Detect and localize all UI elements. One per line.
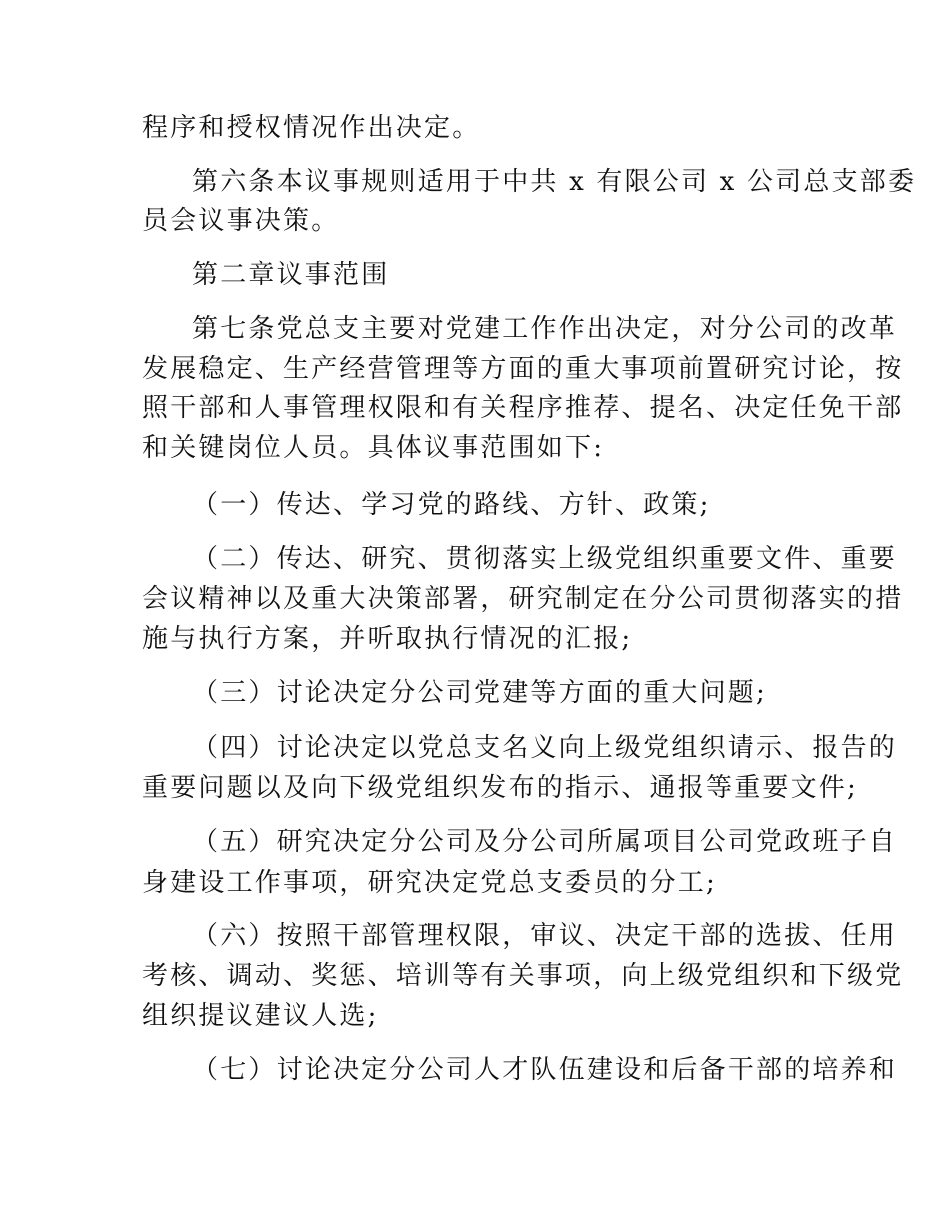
text-line: 考核、调动、奖惩、培训等有关事项，向上级党组织和下级党	[142, 961, 904, 991]
text-line: （二）传达、研究、贯彻落实上级党组织重要文件、重要	[192, 544, 898, 574]
text-line: （六）按照干部管理权限，审议、决定干部的选拔、任用	[192, 921, 898, 951]
text-line: （四）讨论决定以党总支名义向上级党组织请示、报告的	[192, 733, 898, 763]
text-line: 组织提议建议人选;	[142, 1001, 379, 1031]
text-line: 重要问题以及向下级党组织发布的指示、通报等重要文件;	[142, 773, 858, 803]
text-line: 第二章议事范围	[192, 260, 390, 290]
text-line: 和关键岗位人员。具体议事范围如下:	[142, 433, 605, 463]
text-line: 照干部和人事管理权限和有关程序推荐、提名、决定任免干部	[142, 393, 904, 423]
text-line: 发展稳定、生产经营管理等方面的重大事项前置研究讨论，按	[142, 354, 904, 384]
text-line: （五）研究决定分公司及分公司所属项目公司党政班子自	[192, 827, 898, 857]
text-line: （七）讨论决定分公司人才队伍建设和后备干部的培养和	[192, 1055, 898, 1085]
text-line: 身建设工作事项，研究决定党总支委员的分工;	[142, 868, 717, 898]
text-line: 程序和授权情况作出决定。	[142, 113, 481, 143]
text-line: （三）讨论决定分公司党建等方面的重大问题;	[192, 678, 767, 708]
text-line: 会议精神以及重大决策部署，研究制定在分公司贯彻落实的措	[142, 584, 904, 614]
text-line: 第六条本议事规则适用于中共 x 有限公司 x 公司总支部委	[192, 167, 917, 197]
text-line: 第七条党总支主要对党建工作作出决定，对分公司的改革	[192, 314, 898, 344]
text-line: 员会议事决策。	[142, 206, 340, 236]
text-line: （一）传达、学习党的路线、方针、政策;	[192, 490, 711, 520]
text-line: 施与执行方案，并听取执行情况的汇报;	[142, 624, 633, 654]
